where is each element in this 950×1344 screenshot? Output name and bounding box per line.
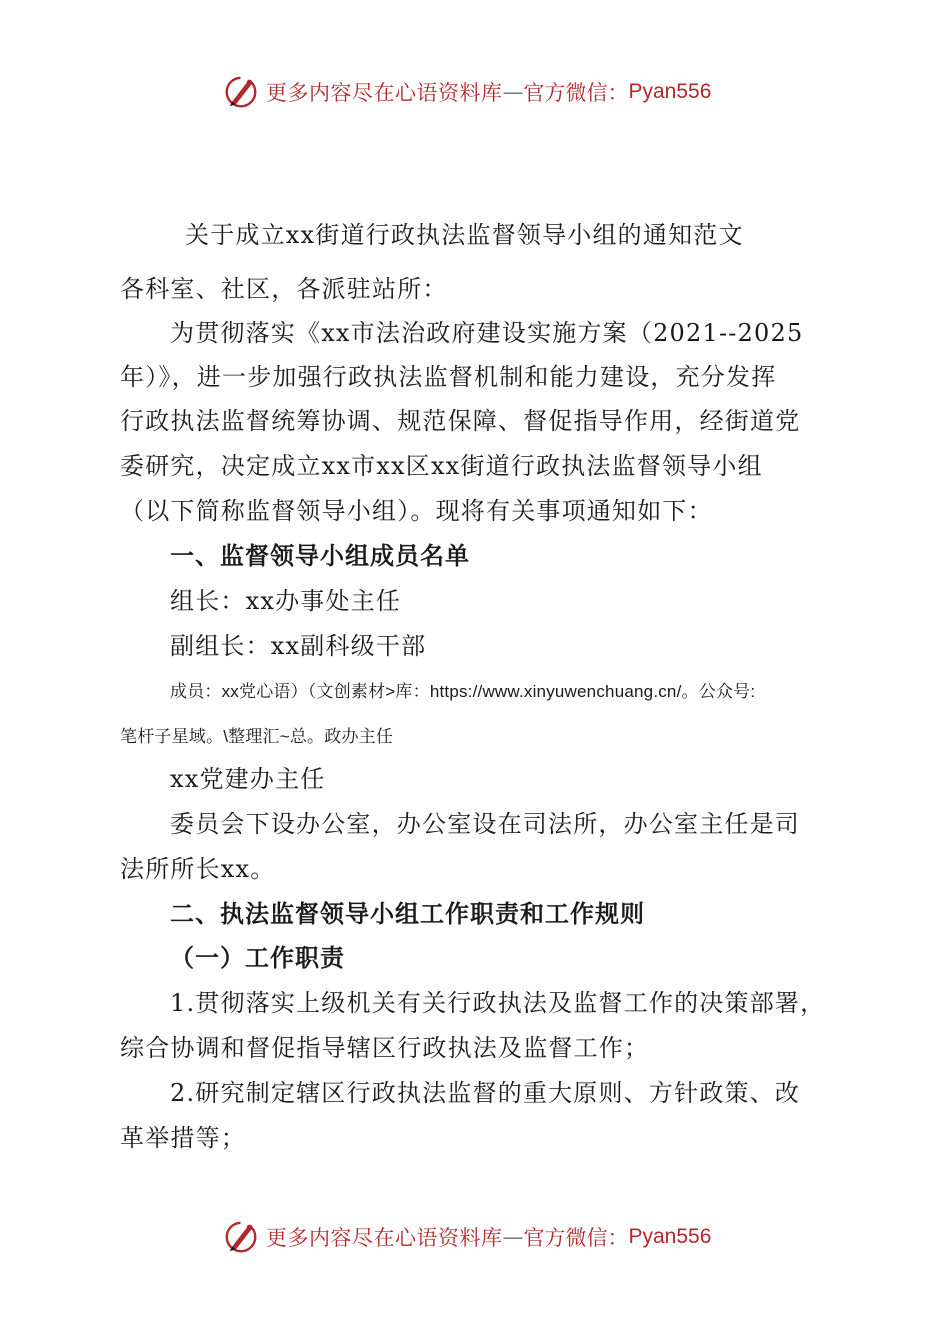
banner-separator: — [502, 80, 524, 104]
header-banner [222, 70, 711, 114]
office-line: 法所所长xx。 [120, 855, 276, 883]
brush-pen-logo-icon [222, 1218, 260, 1256]
duty-line: 2.研究制定辖区行政执法监督的重大原则、方针政策、改 [170, 1079, 801, 1107]
members-line: xx党建办主任 [170, 765, 326, 793]
duty-line: 综合协调和督促指导辖区行政执法及监督工作； [120, 1034, 650, 1062]
intro-line: 年）》，进一步加强行政执法监督机制和能力建设，充分发挥 [120, 363, 777, 391]
deputy-leader-line: 副组长：xx副科级干部 [170, 632, 427, 660]
banner-wechat-label: 官方微信： [523, 81, 629, 105]
leader-line: 组长：xx办事处主任 [170, 587, 402, 615]
brush-pen-logo-icon [222, 73, 260, 111]
banner-wechat-id: Pyan556 [628, 80, 712, 103]
duty-line: 革举措等； [120, 1124, 246, 1152]
footer-banner [222, 1215, 711, 1259]
section2-heading: 二、执法监督领导小组工作职责和工作规则 [170, 899, 645, 928]
intro-line: 行政执法监督统筹协调、规范保障、督促指导作用，经街道党 [120, 407, 801, 435]
duty-line: 1.贯彻落实上级机关有关行政执法及监督工作的决策部署， [170, 989, 826, 1017]
intro-line: （以下简称监督领导小组）。现将有关事项通知如下： [120, 497, 713, 525]
document-title: 关于成立xx街道行政执法监督领导小组的通知范文 [185, 221, 744, 249]
members-line: 笔杆子星域。\整理汇~总。政办主任 [120, 727, 394, 746]
intro-line: 委研究，决定成立xx市xx区xx街道行政执法监督领导小组 [120, 452, 763, 480]
section1-heading: 一、监督领导小组成员名单 [170, 541, 470, 570]
banner-wechat-label: 官方微信： [523, 1226, 629, 1250]
office-line: 委员会下设办公室，办公室设在司法所，办公室主任是司 [170, 810, 800, 838]
banner-wechat-id: Pyan556 [628, 1225, 712, 1248]
salutation: 各科室、社区，各派驻站所： [120, 275, 448, 303]
intro-line: 为贯彻落实《xx市法治政府建设实施方案（2021--2025 [170, 319, 804, 347]
members-line: 成员：xx党心语）（文创素材>库：https://www.xinyuwenchuang.cn/。公众号: [170, 682, 756, 701]
banner-text: 更多内容尽在心语资料库 [266, 1226, 503, 1250]
subsection1-heading: （一）工作职责 [170, 943, 345, 972]
banner-separator: — [502, 1225, 524, 1249]
banner-text: 更多内容尽在心语资料库 [266, 81, 503, 105]
